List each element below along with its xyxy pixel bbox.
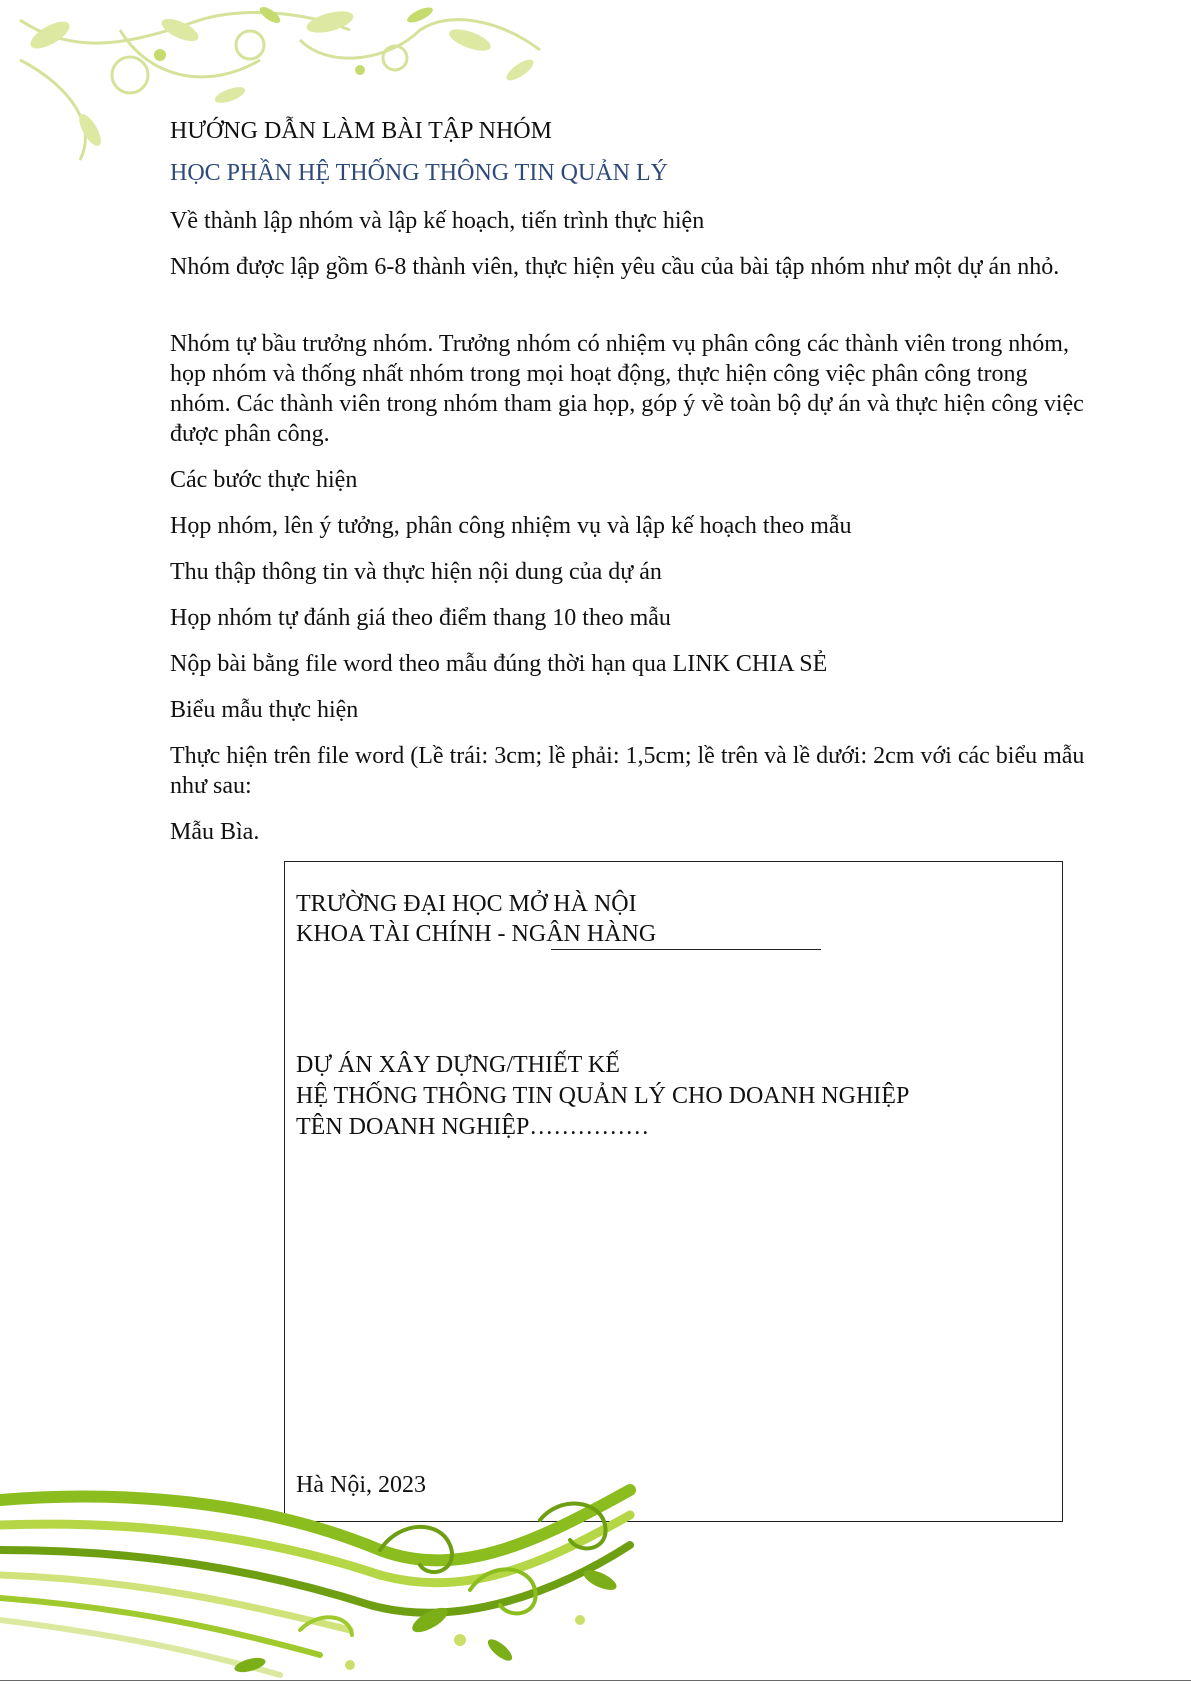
step-item: Nộp bài bằng file word theo mẫu đúng thời hạn qua LINK CHIA SẺ xyxy=(170,651,828,677)
section-heading-template: Biểu mẫu thực hiện xyxy=(170,697,359,723)
cover-label: Mẫu Bìa. xyxy=(170,819,260,845)
paragraph-format: Thực hiện trên file word (Lề trái: 3cm; lề phải: 1,5cm; lề trên và lề dưới: 2cm với các biểu mẫu như sau: xyxy=(170,743,1085,799)
step-item: Thu thập thông tin và thực hiện nội dung của dự án xyxy=(170,559,662,585)
cover-template-box xyxy=(284,861,1063,1522)
step-item: Họp nhóm, lên ý tưởng, phân công nhiệm vụ và lập kế hoạch theo mẫu xyxy=(170,513,852,539)
section-heading-steps: Các bước thực hiện xyxy=(170,467,358,493)
cover-faculty: KHOA TÀI CHÍNH - NGÂN HÀNG xyxy=(296,921,657,947)
cover-company-name: TÊN DOANH NGHIỆP…………… xyxy=(296,1114,650,1140)
vine-corner-bottom-icon xyxy=(0,1480,640,1680)
cover-project-line-1: DỰ ÁN XÂY DỰNG/THIẾT KẾ xyxy=(296,1052,620,1078)
paragraph-members: Nhóm được lập gồm 6-8 thành viên, thực hiện yêu cầu của bài tập nhóm như một dự án nhỏ. xyxy=(170,254,1060,280)
cover-university: TRƯỜNG ĐẠI HỌC MỞ HÀ NỘI xyxy=(296,891,637,917)
cover-project-line-2: HỆ THỐNG THÔNG TIN QUẢN LÝ CHO DOANH NGHIỆP xyxy=(296,1083,910,1109)
page-bottom-rule xyxy=(0,1680,1191,1681)
faculty-underline xyxy=(551,949,821,950)
cover-place-year: Hà Nội, 2023 xyxy=(296,1472,426,1498)
document-subtitle: HỌC PHẦN HỆ THỐNG THÔNG TIN QUẢN LÝ xyxy=(170,160,668,186)
section-heading-formation: Về thành lập nhóm và lập kế hoạch, tiến trình thực hiện xyxy=(170,208,705,234)
paragraph-leader: Nhóm tự bầu trưởng nhóm. Trưởng nhóm có nhiệm vụ phân công các thành viên trong nhóm, họp nhóm và thống nhất nhóm trong mọi hoạt động, thực hiện công việc phân công trong nhóm. Các thành viên trong nhóm tham gia họp, góp ý về toàn bộ dự án và thực hiện công việc được phân công. xyxy=(170,331,1084,447)
document-title: HƯỚNG DẪN LÀM BÀI TẬP NHÓM xyxy=(170,118,552,144)
step-item: Họp nhóm tự đánh giá theo điểm thang 10 theo mẫu xyxy=(170,605,671,631)
